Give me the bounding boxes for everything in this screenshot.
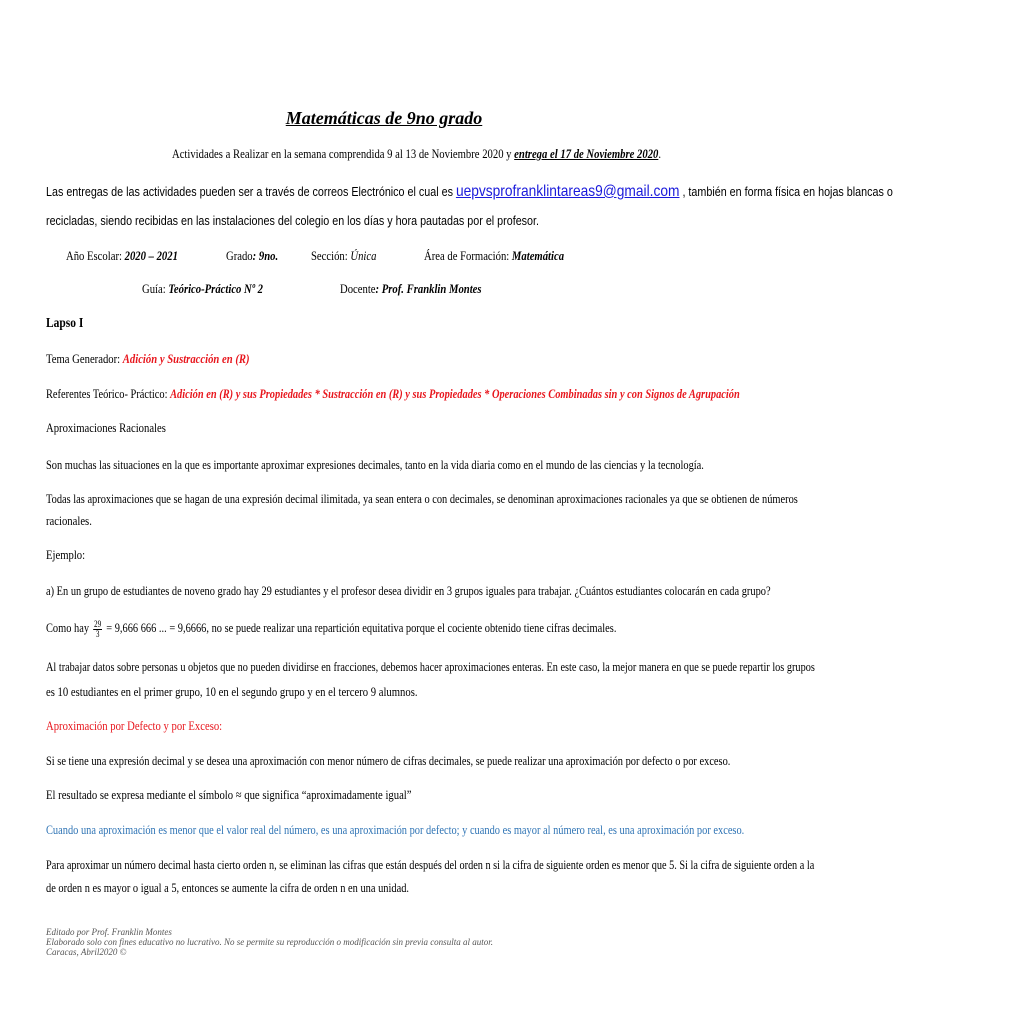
email-link[interactable]: uepvsprofranklintareas9@gmail.com xyxy=(455,183,680,200)
teacher: Docente: Prof. Franklin Montes xyxy=(340,281,482,296)
intro-line-1: Las entregas de las actividades pueden ser a través de correos Electrónico el cual es uepvsprofranklintareas9@gmail.com , también en forma física en hojas blancas o xyxy=(46,183,893,200)
example-label: Ejemplo: xyxy=(46,547,86,562)
school-year: Año Escolar: 2020 – 2021 xyxy=(66,248,178,263)
footer-location: Caracas, Abril2020 © xyxy=(46,947,127,957)
delivery-date: entrega el 17 de Noviembre 2020 xyxy=(514,146,659,161)
intro-line-2: recicladas, siendo recibidas en las instalaciones del colegio en los días y hora pautadas por el profesor. xyxy=(46,214,540,228)
paragraph-6: Cuando una aproximación es menor que el valor real del número, es una aproximación por defecto; y cuando es mayor al número real, es una aproximación por exceso. xyxy=(46,822,745,837)
guide: Guía: Teórico-Práctico Nº 2 xyxy=(142,281,263,296)
paragraph-3-line-2: es 10 estudiantes en el primer grupo, 10 en el segundo grupo y en el tercero 9 alumnos. xyxy=(46,684,418,699)
aproximaciones-heading: Aproximaciones Racionales xyxy=(46,420,166,435)
defecto-exceso-heading: Aproximación por Defecto y por Exceso: xyxy=(46,718,223,733)
paragraph-7-line-1: Para aproximar un número decimal hasta cierto orden n, se eliminan las cifras que están después del orden n si la cifra de siguiente orden es menor que 5. Si la cifra de siguiente orden a la xyxy=(46,857,815,872)
paragraph-2-line-2: racionales. xyxy=(46,513,92,528)
referentes: Referentes Teórico- Práctico: Adición en (R) y sus Propiedades * Sustracción en (R) y sus Propiedades * Operaciones Combinadas sin y con Signos de Agrupación xyxy=(46,386,740,401)
paragraph-4: Si se tiene una expresión decimal y se desea una aproximación con menor número de cifras decimales, se puede realizar una aproximación por defecto o por exceso. xyxy=(46,753,731,768)
example-a: a) En un grupo de estudiantes de noveno grado hay 29 estudiantes y el profesor desea dividir en 3 grupos iguales para trabajar. ¿Cuántos estudiantes colocarán en cada grupo? xyxy=(46,583,771,598)
paragraph-7-line-2: de orden n es mayor o igual a 5, entonces se aumente la cifra de orden n en una unidad. xyxy=(46,880,409,895)
section: Sección: Única xyxy=(311,248,377,263)
paragraph-1: Son muchas las situaciones en la que es importante aproximar expresiones decimales, tanto en la vida diaria como en el mundo de las ciencias y la tecnología. xyxy=(46,457,704,472)
footer-notice: Elaborado solo con fines educativo no lucrativo. No se permite su reproducción o modificación sin previa consulta al autor. xyxy=(46,937,493,947)
activities-line: Actividades a Realizar en la semana comprendida 9 al 13 de Noviembre 2020 y entrega el 17 de Noviembre 2020. xyxy=(172,146,662,161)
como-hay-line: Como hay $\frac{29}{3}$ = 9,666 666 ... = 9,6666, no se puede realizar una repartición equitativa porque el cociente obtenido tiene cifras decimales. xyxy=(46,618,617,639)
paragraph-5: El resultado se expresa mediante el símbolo ≈ que significa “aproximadamente igual” xyxy=(46,787,412,802)
grade: Grado: 9no. xyxy=(226,248,279,263)
page-title: Matemáticas de 9no grado xyxy=(285,108,483,128)
paragraph-3-line-1: Al trabajar datos sobre personas u objetos que no pueden dividirse en fracciones, debemos hacer aproximaciones enteras. En este caso, la mejor manera en que se puede repartir los grupos xyxy=(46,659,815,674)
footer-editor: Editado por Prof. Franklin Montes xyxy=(46,927,172,937)
tema-generador: Tema Generador: Adición y Sustracción en (R) xyxy=(46,351,250,366)
fraction: $\frac{29}{3}$ xyxy=(94,618,102,639)
formation-area: Área de Formación: Matemática xyxy=(424,248,565,263)
lapso-heading: Lapso I xyxy=(46,316,84,331)
paragraph-2-line-1: Todas las aproximaciones que se hagan de una expresión decimal ilimitada, ya sean entera o con decimales, se denominan aproximaciones racionales ya que se obtienen de números xyxy=(46,491,798,506)
